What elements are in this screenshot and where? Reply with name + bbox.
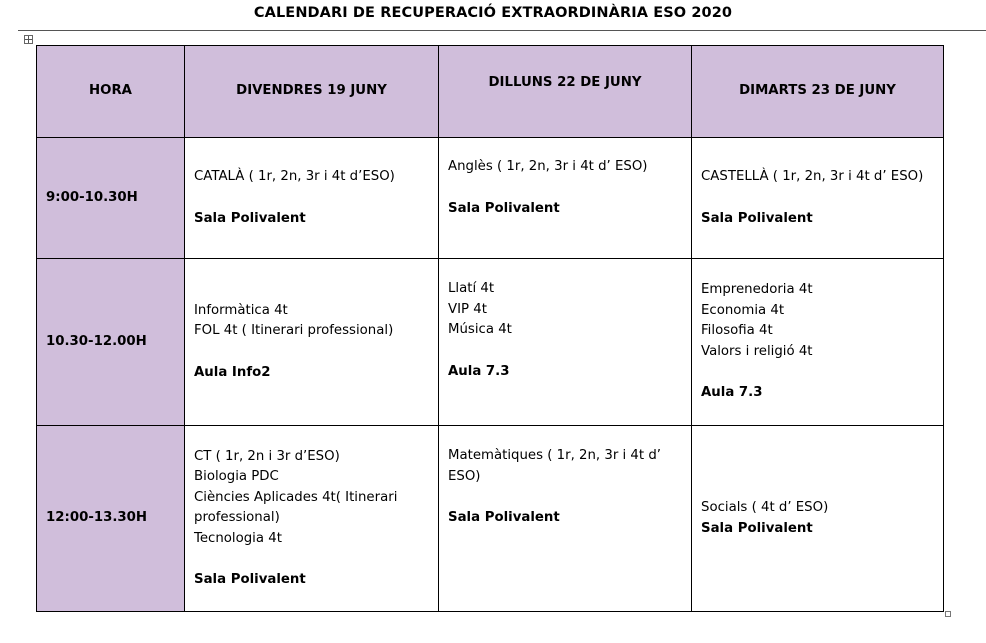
page-title: CALENDARI DE RECUPERACIÓ EXTRAORDINÀRIA ESO 2020: [253, 5, 733, 21]
room-label: Sala Polivalent: [448, 510, 560, 525]
time-slot: 10.30-12.00H: [37, 259, 185, 426]
subject-line: Ciències Aplicades 4t( Itinerari professional): [194, 489, 398, 525]
subject-line: FOL 4t ( Itinerari professional): [194, 323, 394, 339]
subject-line: Economia 4t: [701, 302, 785, 318]
subject-line: VIP 4t: [448, 301, 487, 317]
subject-line: Socials ( 4t d’ ESO): [701, 500, 829, 515]
subject-line: CATALÀ ( 1r, 2n, 3r i 4t d’ESO): [194, 169, 395, 184]
room-label: Sala Polivalent: [701, 210, 813, 226]
exam-cell: [185, 138, 439, 259]
room-label: Sala Polivalent: [448, 200, 560, 216]
header-day1: DIVENDRES 19 JUNY: [185, 46, 439, 138]
room-label: Sala Polivalent: [194, 210, 306, 226]
subject-line: Biologia PDC: [194, 469, 279, 484]
table-header-row: [37, 46, 944, 138]
table-move-handle-icon[interactable]: [24, 35, 33, 44]
subject-line: Llatí 4t: [448, 281, 495, 296]
room-label: Sala Polivalent: [701, 520, 813, 536]
exam-cell: [439, 426, 692, 612]
subject-line: Tecnologia 4t: [194, 530, 282, 546]
subject-line: Música 4t: [448, 322, 512, 337]
exam-cell: [692, 259, 944, 426]
title-divider: [18, 30, 986, 31]
time-slot: 12:00-13.30H: [37, 426, 185, 612]
subject-line: Informàtica 4t: [194, 302, 288, 318]
exam-cell: [439, 259, 692, 426]
subject-line: Emprenedoria 4t: [701, 282, 813, 298]
room-label: Aula 7.3: [448, 363, 510, 379]
subject-line: Filosofia 4t: [701, 323, 773, 339]
table-row: [37, 259, 944, 426]
header-hora: HORA: [37, 46, 185, 138]
header-day2: DILLUNS 22 DE JUNY: [439, 46, 692, 138]
room-label: Aula Info2: [194, 364, 271, 380]
room-label: Aula 7.3: [701, 385, 763, 401]
room-label: Sala Polivalent: [194, 572, 306, 587]
table-resize-handle-icon[interactable]: [945, 611, 951, 617]
subject-line: Anglès ( 1r, 2n, 3r i 4t d’ ESO): [448, 159, 648, 174]
exam-cell: [692, 426, 944, 612]
subject-line: Valors i religió 4t: [701, 343, 813, 359]
time-slot: 9:00-10.30H: [37, 138, 185, 259]
exam-cell: [185, 426, 439, 612]
subject-line: CASTELLÀ ( 1r, 2n, 3r i 4t d’ ESO): [701, 169, 924, 184]
header-day3: DIMARTS 23 DE JUNY: [692, 46, 944, 138]
table-row: [37, 138, 944, 259]
subject-line: Matemàtiques ( 1r, 2n, 3r i 4t d’ ESO): [448, 448, 662, 484]
recovery-schedule-table: [36, 45, 944, 612]
table-row: [37, 426, 944, 612]
exam-cell: [185, 259, 439, 426]
subject-line: CT ( 1r, 2n i 3r d’ESO): [194, 448, 340, 464]
exam-cell: [439, 138, 692, 259]
exam-cell: [692, 138, 944, 259]
